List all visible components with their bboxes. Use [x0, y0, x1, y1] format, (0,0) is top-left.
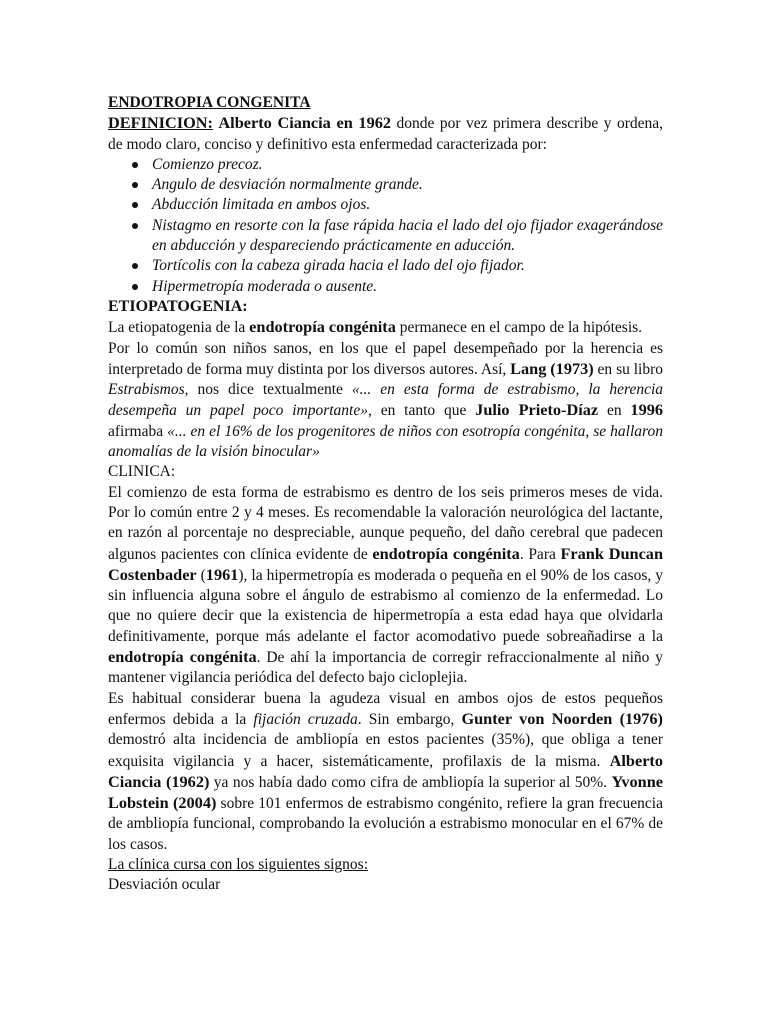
bullet-icon: [132, 202, 138, 208]
list-item: Comienzo precoz.: [152, 155, 663, 175]
bullet-icon: [132, 284, 138, 290]
bullet-icon: [132, 162, 138, 168]
desviacion-ocular-text: Desviación ocular: [108, 876, 221, 894]
clinica-paragraph-2: Es habitual considerar buena la agudeza visual en ambos ojos de estos pequeños enfermos debida a la fijación cruzada. Sin embargo, Gunter von Noorden (1976) demostró alta incidencia de ambliopía en estos pacientes (35%), que obliga a tener exquisita vigilancia y a hacer, sistemáticamente, profilaxis de la misma. Alberto Ciancia (1962) ya nos había dado como cifra de ambliopía la superior al 50%. Yvonne Lobstein (2004) sobre 101 enfermos de estrabismo congénito, refiere la gran frecuencia de ambliopía funcional, comprobando la evolución a estrabismo monocular en el 67% de los casos.: [108, 689, 664, 853]
list-item: Angulo de desviación normalmente grande.: [152, 175, 663, 195]
list-item: Tortícolis con la cabeza girada hacia el lado del ojo fijador.: [152, 256, 663, 276]
list-item: Abducción limitada en ambos ojos.: [152, 195, 663, 215]
etiopatogenia-paragraph-2: Por lo común son niños sanos, en los que el papel desempeñado por la herencia es interpretado de forma muy distinta por los diversos autores. Así, Lang (1973) en su libro Estrabismos, nos dice textualmente «... en esta forma de estrabismo, la herencia desempeña un papel poco importante», en tanto que Julio Prieto-Díaz en 1996 afirmaba «... en el 16% de los progenitores de niños con esotropía congénita, se hallaron anomalías de la visión binocular»: [108, 339, 664, 461]
characteristics-list: [108, 155, 663, 297]
definicion-paragraph: [108, 113, 663, 155]
definicion-text: donde por vez primera describe y ordena, de modo claro, conciso y definitivo esta enfermedad caracterizada por:: [108, 115, 664, 153]
bullet-icon: [132, 223, 138, 229]
list-item: Hipermetropía moderada o ausente.: [152, 277, 663, 297]
bullet-icon: [132, 182, 138, 188]
definicion-label: DEFINICION:: [108, 113, 213, 133]
definicion-author: Alberto Ciancia en 1962: [218, 113, 391, 133]
list-item: Nistagmo en resorte con la fase rápida hacia el lado del ojo fijador exagerándose en abducción y despareciendo prácticamente en aducción.: [152, 216, 663, 257]
clinica-paragraph-1: El comienzo de esta forma de estrabismo es dentro de los seis primeros meses de vida. Por lo común entre 2 y 4 meses. Es recomendable la valoración neurológica del lactante, en razón al porcentaje no despreciable, aunque pequeño, del daño cerebral que padecen algunos pacientes con clínica evidente de endotropía congénita. Para Frank Duncan Costenbader (1961), la hipermetropía es moderada o pequeña en el 90% de los casos, y sin influencia alguna sobre el ángulo de estrabismo al comienzo de la enfermedad. Lo que no quiere decir que la existencia de hipermetropía a esta edad haya que olvidarla definitivamente, porque más adelante el factor acomodativo puede sobreañadirse a la endotropía congénita. De ahí la importancia de corregir refraccionalmente al niño y mantener vigilancia periódica del defecto bajo cicloplejia.: [108, 483, 664, 687]
signos-heading: La clínica cursa con los siguientes signos:: [108, 855, 368, 873]
document-page: [108, 93, 663, 896]
clinica-heading: CLINICA:: [108, 463, 176, 481]
etiopatogenia-paragraph-1: La etiopatogenia de la endotropía congénita permanece en el campo de la hipótesis.: [108, 317, 643, 337]
etiopatogenia-heading: ETIOPATOGENIA:: [108, 297, 248, 315]
bullet-icon: [132, 263, 138, 269]
document-title: ENDOTROPIA CONGENITA: [108, 94, 311, 111]
